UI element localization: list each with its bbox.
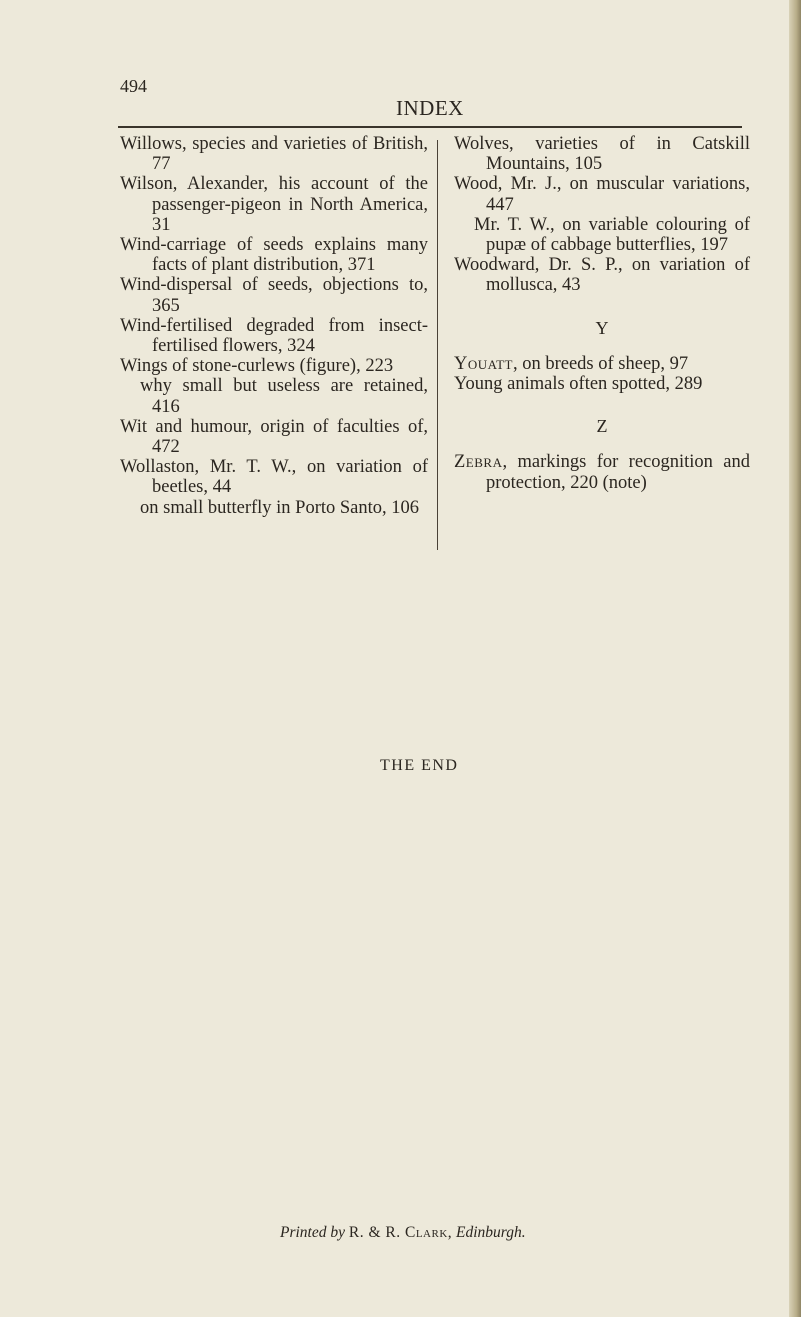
entry-text: Young animals often spotted, 289 bbox=[454, 374, 703, 395]
index-entry: Willows, species and varieties of British, 77 bbox=[120, 134, 428, 175]
column-divider bbox=[437, 140, 438, 550]
index-entry bbox=[454, 374, 750, 394]
the-end: THE END bbox=[380, 757, 459, 774]
right-column bbox=[454, 134, 750, 493]
index-entry: Wind-carriage of seeds explains many facts of plant distribution, 371 bbox=[120, 235, 428, 276]
index-entry: Woodward, Dr. S. P., on variation of mollusca, 43 bbox=[454, 255, 750, 296]
index-entry: Wit and humour, origin of faculties of, 472 bbox=[120, 416, 428, 458]
index-entry: Wilson, Alexander, his account of the passenger-pigeon in North America, 31 bbox=[120, 174, 428, 235]
entry-head: Youatt bbox=[454, 353, 513, 374]
colophon-place: Edinburgh. bbox=[456, 1224, 526, 1241]
page-edge bbox=[789, 0, 801, 1317]
entry-text: , on breeds of sheep, 97 bbox=[512, 353, 689, 374]
index-sub-entry: Mr. T. W., on variable colouring of pupæ of cabbage butterflies, 197 bbox=[474, 214, 750, 256]
entry-text: , markings for recognition and protection, 220 (note) bbox=[486, 452, 750, 493]
section-heading-z: Z bbox=[596, 416, 608, 437]
index-entry: Wings of stone-curlews (figure), 223 bbox=[120, 356, 394, 377]
index-entry bbox=[454, 354, 750, 374]
colophon-printer: R. & R. Clark, bbox=[348, 1224, 453, 1241]
section-heading-y: Y bbox=[595, 317, 609, 338]
index-sub-entry: on small butterfly in Porto Santo, 106 bbox=[140, 497, 420, 518]
page-number: 494 bbox=[120, 76, 147, 96]
colophon bbox=[280, 1224, 526, 1242]
page-title: INDEX bbox=[396, 96, 464, 120]
index-entry: Wolves, varieties of in Catskill Mountains, 105 bbox=[454, 134, 750, 175]
colophon-printed-by: Printed by bbox=[280, 1224, 345, 1241]
index-entry: Wind-dispersal of seeds, objections to, 365 bbox=[120, 275, 428, 316]
index-sub-entry: why small but useless are retained, 416 bbox=[140, 376, 428, 417]
index-entry bbox=[454, 452, 750, 492]
header-rule bbox=[118, 126, 742, 128]
index-entry: Wood, Mr. J., on muscular variations, 447 bbox=[454, 174, 750, 215]
index-entry: Wollaston, Mr. T. W., on variation of beetles, 44 bbox=[120, 457, 428, 498]
index-entry: Wind-fertilised degraded from insect-fertilised flowers, 324 bbox=[120, 315, 428, 357]
entry-head: Zebra bbox=[454, 452, 503, 473]
left-column bbox=[120, 134, 428, 518]
